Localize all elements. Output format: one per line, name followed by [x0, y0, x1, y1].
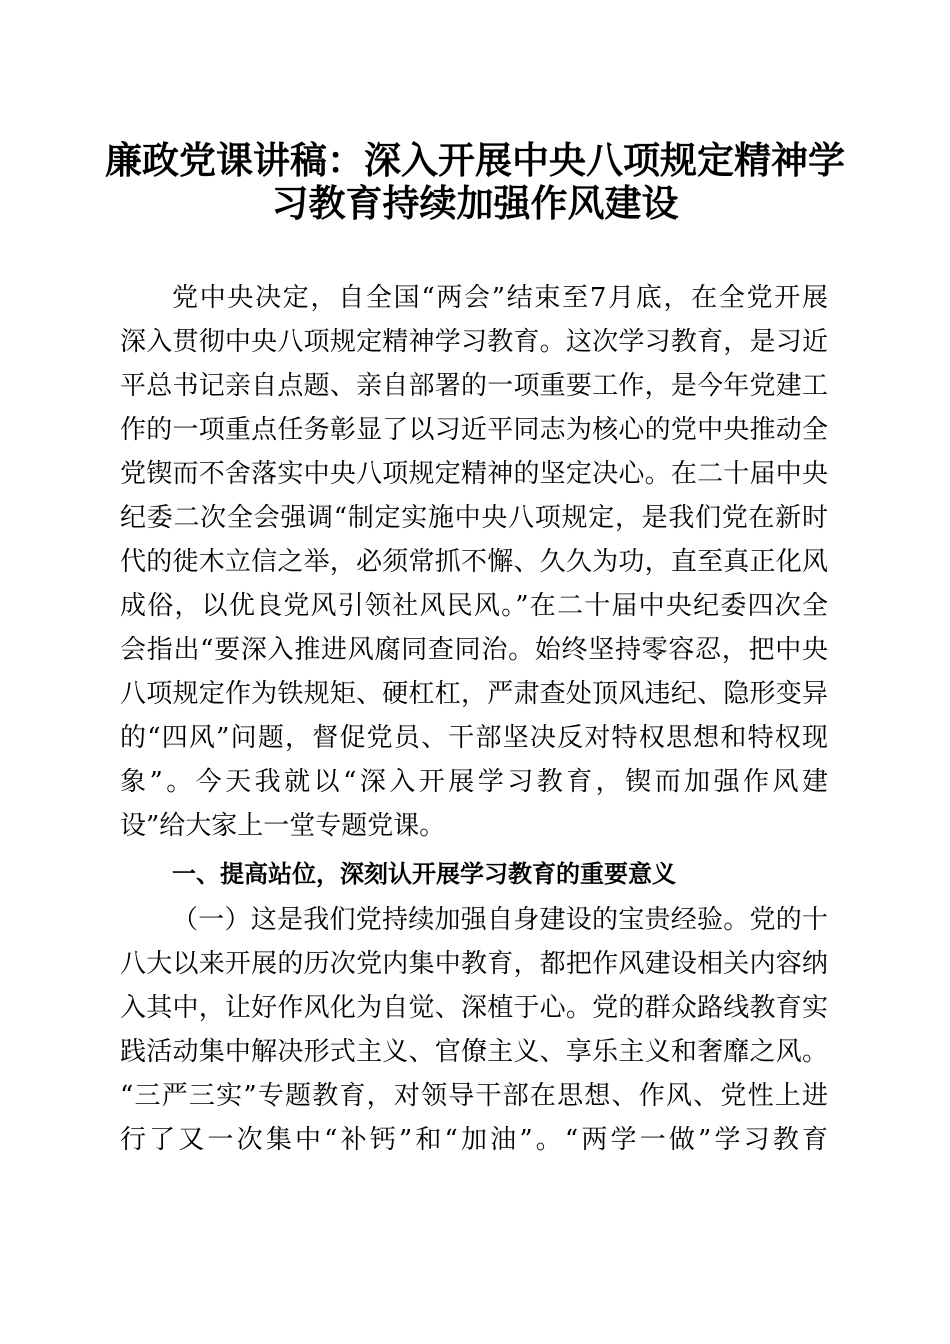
paragraph-1-line: 的“四风”问题，督促党员、干部坚决反对特权思想和特权现	[120, 723, 828, 753]
paragraph-1-line: 象”。今天我就以“深入开展学习教育，锲而加强作风建	[120, 767, 828, 797]
document-title-line-2: 习教育持续加强作风建设	[271, 181, 679, 225]
subsection-1-line: “三严三实”专题教育，对领导干部在思想、作风、党性上进	[120, 1081, 828, 1111]
paragraph-1-line: 成俗，以优良党风引领社风民风。”在二十届中央纪委四次全	[120, 591, 828, 621]
subsection-1-line: 践活动集中解决形式主义、官僚主义、享乐主义和奢靡之风。	[120, 1037, 828, 1067]
paragraph-1-line: 纪委二次全会强调“制定实施中央八项规定，是我们党在新时	[120, 503, 828, 533]
paragraph-1-line: 深入贯彻中央八项规定精神学习教育。这次学习教育，是习近	[120, 327, 828, 357]
paragraph-1-line: 会指出“要深入推进风腐同查同治。始终坚持零容忍，把中央	[120, 635, 828, 665]
paragraph-1-line: 代的徙木立信之举，必须常抓不懈、久久为功，直至真正化风	[120, 547, 828, 577]
subsection-1-line: 八大以来开展的历次党内集中教育，都把作风建设相关内容纳	[120, 949, 828, 979]
subsection-1-line: （一）这是我们党持续加强自身建设的宝贵经验。党的十	[172, 905, 828, 935]
paragraph-1-line: 党中央决定，自全国“两会”结束至7月底，在全党开展	[172, 283, 828, 313]
paragraph-1-line: 设”给大家上一堂专题党课。	[120, 811, 446, 841]
paragraph-1-line: 八项规定作为铁规矩、硬杠杠，严肃查处顶风违纪、隐形变异	[120, 679, 828, 709]
paragraph-1-line: 平总书记亲自点题、亲自部署的一项重要工作，是今年党建工	[120, 371, 828, 401]
paragraph-1-line: 党锲而不舍落实中央八项规定精神的坚定决心。在二十届中央	[120, 459, 828, 489]
paragraph-1-line: 作的一项重点任务彰显了以习近平同志为核心的党中央推动全	[120, 415, 828, 445]
document-title-line-1: 廉政党课讲稿：深入开展中央八项规定精神学	[105, 138, 845, 182]
section-1-heading: 一、提高站位，深刻认开展学习教育的重要意义	[172, 860, 676, 888]
subsection-1-line: 行了又一次集中“补钙”和“加油”。“两学一做”学习教育	[120, 1125, 828, 1155]
subsection-1-line: 入其中，让好作风化为自觉、深植于心。党的群众路线教育实	[120, 993, 828, 1023]
